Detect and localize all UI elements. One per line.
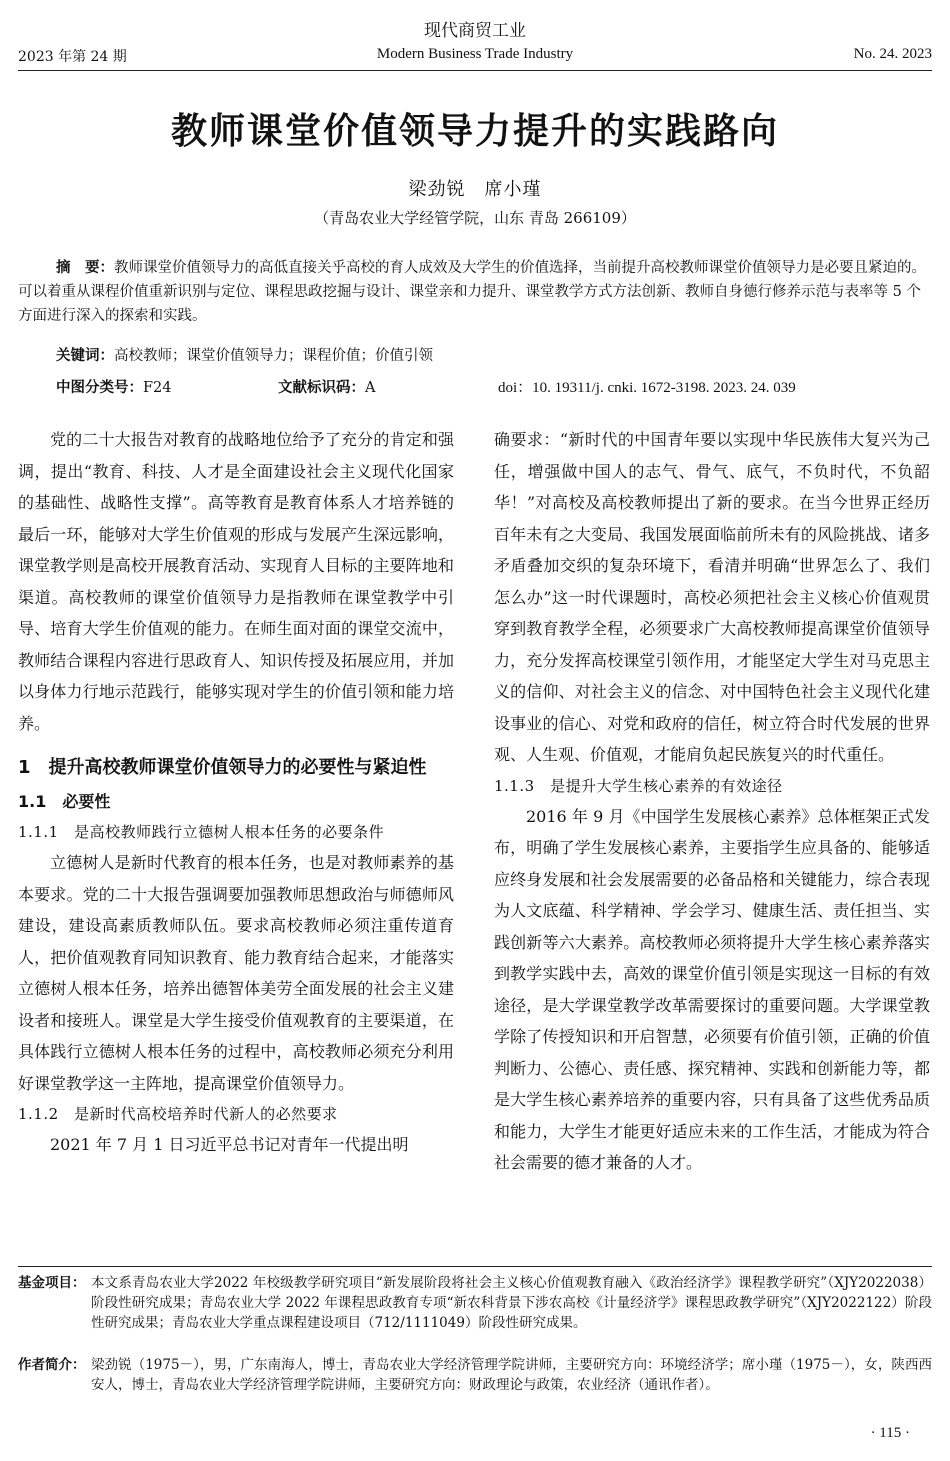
running-header [18,46,932,66]
clc-value: F24 [143,380,172,396]
footnote-rule [18,1266,932,1267]
paragraph-1-1-2: 2021 年 7 月 1 日习近平总书记对青年一代提出明 [50,1135,409,1154]
article-title: 教师课堂价值领导力提升的实践路向 [170,110,779,152]
funding-text: 本文系青岛农业大学2022 年校级教学研究项目“新发展阶段将社会主义核心价值观教育融入《政治经济学》课程教学研究”（XJY2022038）阶段性研究成果；青岛农业大学 2022 年课程思政教育专项“新农科背景下涉农高校《计量经济学》课程思政教学研究”（XJY2022122）阶段性研究成果；青岛农业大学重点课程建设项目（712/1111049）阶段性研究成果。 [91,1275,932,1331]
paragraph-1-1-1: 立德树人是新时代教育的根本任务，也是对教师素养的基本要求。党的二十大报告强调要加强教师思想政治与师德师风建设，建设高素质教师队伍。要求高校教师必须注重传道育人，把价值观教育同知识教育、能力教育结合起来，才能落实立德树人根本任务，培养出德智体美劳全面发展的社会主义建设者和接班人。课堂是大学生接受价值观教育的主要渠道，在具体践行立德树人根本任务的过程中，高校教师必须充分利用好课堂教学这一主阵地，提高课堂价值领导力。 [18,853,454,1093]
intro-paragraph: 党的二十大报告对教育的战略地位给予了充分的肯定和强调，提出“教育、科技、人才是全面建设社会主义现代化国家的基础性、战略性支撑”。高等教育是教育体系人才培养链的最后一环，能够对大学生价值观的形成与发展产生深远影响，课堂教学则是高校开展教育活动、实现育人目标的主要阵地和渠道。高校教师的课堂价值领导力是指教师在课堂教学中引导、培育大学生价值观的能力。在师生面对面的课堂交流中，教师结合课程内容进行思政育人、知识传授及拓展应用，并加以身体力行地示范践行，能够实现对学生的价值引领和能力培养。 [18,430,454,733]
clc-number [56,376,172,397]
funding-note [18,1273,932,1333]
funding-label: 基金项目： [18,1275,86,1291]
abstract-text: 教师课堂价值领导力的高低直接关乎高校的育人成效及大学生的价值选择，当前提升高校教师课堂价值领导力是必要且紧迫的。可以着重从课程价值重新识别与定位、课程思政挖掘与设计、课堂亲和力提升、课堂教学方式方法创新、教师自身德行修养示范与表率等 5 个方面进行深入的探索和实践。 [18,260,926,324]
doc-label: 文献标识码： [278,380,365,396]
issue-en: No. 24. 2023 [853,46,932,62]
keywords [56,344,433,365]
author-note [18,1355,932,1395]
right-column [494,424,930,1179]
authors: 梁劲锐 席小瑾 [408,179,542,200]
document-code [278,376,375,397]
subsubsection-heading-1-1-3: 1.1.3 是提升大学生核心素养的有效途径 [494,776,783,795]
author-bio-label: 作者简介： [18,1357,86,1373]
abstract-label: 摘 要： [56,260,114,276]
journal-name-cn: 现代商贸工业 [424,21,526,41]
classification-line [56,376,932,400]
left-column [18,424,454,1161]
section-heading-1: 1 提升高校教师课堂价值领导力的必要性与紧迫性 [18,757,427,778]
keywords-text: 高校教师；课堂价值领导力；课程价值；价值引领 [114,348,433,364]
subsubsection-heading-1-1-2: 1.1.2 是新时代高校培养时代新人的必然要求 [18,1105,338,1123]
journal-name-en: Modern Business Trade Industry [376,46,574,62]
clc-label: 中图分类号： [56,380,143,396]
paragraph-1-1-2-continued: 确要求：“新时代的中国青年要以实现中华民族伟大复兴为己任，增强做中国人的志气、骨气、底气，不负时代，不负韶华！”对高校及高校教师提出了新的要求。在当今世界正经历百年未有之大变局、我国发展面临前所未有的风险挑战、诸多矛盾叠加交织的复杂环境下，看清并明确“世界怎么了、我们怎么办”这一时代课题时，高校必须把社会主义核心价值观贯穿到教育教学全程，必须要求广大高校教师提高课堂价值领导力，充分发挥高校课堂引领作用，才能坚定大学生对马克思主义的信仰、对社会主义的信念、对中国特色社会主义现代化建设事业的信心、对党和政府的信任，树立符合时代发展的世界观、人生观、价值观，才能肩负起民族复兴的时代重任。 [494,430,930,764]
subsection-heading-1-1: 1.1 必要性 [18,792,111,811]
keywords-label: 关键词： [56,348,114,364]
abstract [18,256,932,328]
subsubsection-heading-1-1-1: 1.1.1 是高校教师践行立德树人根本任务的必要条件 [18,823,385,841]
issue-cn: 2023 年第 24 期 [18,49,127,65]
doi[interactable]: doi：10. 19311/j. cnki. 1672-3198. 2023. 24. 039 [498,380,796,396]
page-number: · 115 · [870,1425,910,1441]
paragraph-1-1-3: 2016 年 9 月《中国学生发展核心素养》总体框架正式发布，明确了学生发展核心素养，主要指学生应具备的、能够适应终身发展和社会发展需要的必备品格和关键能力，综合表现为人文底蕴、科学精神、学会学习、健康生活、责任担当、实践创新等六大素养。高校教师必须将提升大学生核心素养落实到教学实践中去，高效的课堂价值引领是实现这一目标的有效途径，是大学课堂教学改革需要探讨的重要问题。大学课堂教学除了传授知识和开启智慧，必须要有价值引领，正确的价值判断力、公德心、责任感、探究精神、实践和创新能力等，都是大学生核心素养培养的重要内容，只有具备了这些优秀品质和能力，大学生才能更好适应未来的工作生活，才能成为符合社会需要的德才兼备的人才。 [494,806,930,1172]
doc-value: A [365,380,376,396]
header-rule [18,70,932,71]
affiliation: （青岛农业大学经管学院，山东 青岛 266109） [314,209,636,227]
author-bio-text: 梁劲锐（1975－），男，广东南海人，博士，青岛农业大学经济管理学院讲师，主要研究方向：环境经济学；席小瑾（1975－），女，陕西西安人，博士，青岛农业大学经济管理学院讲师，主要研究方向：财政理论与政策，农业经济（通讯作者）。 [91,1357,932,1393]
